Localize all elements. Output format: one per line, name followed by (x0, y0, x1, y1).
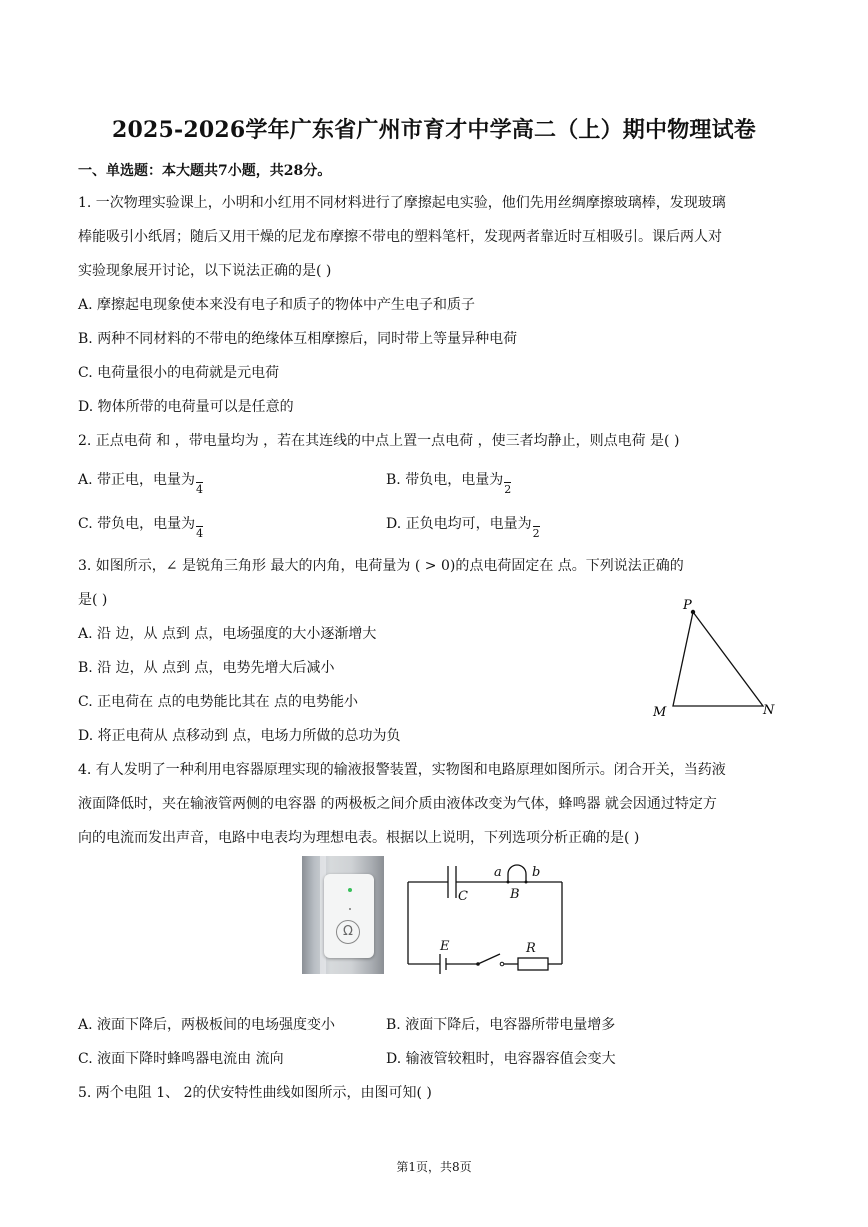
q2-option-b-fraction: 2 (504, 483, 512, 496)
switch-pivot (476, 962, 480, 966)
label-resistor-r: R (526, 941, 536, 956)
q4-option-b: B. 液面下降后，电容器所带电量增多 (386, 1017, 616, 1033)
buzzer-node-b (525, 881, 528, 884)
q1-stem-line-3: 实验现象展开讨论，以下说法正确的是( ) (78, 263, 332, 279)
label-b-node: b (532, 865, 541, 880)
q2-option-d-text: D. 正负电均可，电量为 (386, 516, 532, 532)
q2-option-a-text: A. 带正电，电量为 (78, 472, 196, 488)
alarm-device (324, 874, 374, 958)
q2-option-c-fraction: 4 (196, 527, 204, 540)
q4-stem-line-1: 4. 有人发明了一种利用电容器原理实现的输液报警装置，实物图和电路原理如图所示。闭合开关，当药液 (78, 762, 726, 778)
page-title: 2025-2026学年广东省广州市育才中学高二（上）期中物理试卷 (112, 117, 756, 143)
q1-option-b: B. 两种不同材料的不带电的绝缘体互相摩擦后，同时带上等量异种电荷 (78, 331, 518, 347)
q1-option-c: C. 电荷量很小的电荷就是元电荷 (78, 365, 280, 381)
q1-option-d: D. 物体所带的电荷量可以是任意的 (78, 399, 294, 415)
q2-option-c-text: C. 带负电，电量为 (78, 516, 196, 532)
q3-option-a: A. 沿 边，从 点到 点，电场强度的大小逐渐增大 (78, 626, 377, 642)
power-button-icon: Ω (336, 920, 360, 944)
q2-stem: 2. 正点电荷 和 ，带电量均为 ，若在其连线的中点上置一点电荷 ，使三者均静止，则点电荷 是( ) (78, 433, 680, 449)
label-battery-e: E (440, 939, 450, 954)
label-buzzer-b: B (510, 887, 520, 902)
q2-option-d-fraction: 2 (532, 527, 540, 540)
label-p: P (683, 598, 692, 613)
device-dot (349, 908, 351, 910)
q1-option-a: A. 摩擦起电现象使本来没有电子和质子的物体中产生电子和质子 (78, 297, 476, 313)
q4-option-d: D. 输液管较粗时，电容器容值会变大 (386, 1051, 616, 1067)
q3-option-c: C. 正电荷在 点的电势能比其在 点的电势能小 (78, 694, 359, 710)
q2-option-d (386, 514, 540, 539)
q4-stem-line-2: 液面降低时，夹在输液管两侧的电容器 的两极板之间介质由液体改变为气体，蜂鸣器 就会因通过特定方 (78, 796, 717, 812)
circuit-diagram (400, 856, 570, 976)
q2-option-a (78, 470, 203, 495)
q3-stem-line-2: 是( ) (78, 592, 108, 608)
infusion-alarm-photo (302, 856, 384, 974)
label-m: M (653, 705, 667, 720)
q2-option-c (78, 514, 203, 539)
label-n: N (763, 703, 775, 718)
q4-option-a: A. 液面下降后，两极板间的电场强度变小 (78, 1017, 336, 1033)
label-capacitor-c: C (458, 889, 468, 904)
section-heading: 一、单选题：本大题共7小题，共28分。 (78, 163, 332, 179)
q2-option-b-text: B. 带负电，电量为 (386, 472, 504, 488)
q3-option-d: D. 将正电荷从 点移动到 点，电场力所做的总功为负 (78, 728, 401, 744)
page-footer: 第1页，共8页 (396, 1160, 472, 1174)
triangle-pmn (673, 612, 763, 706)
led-indicator (348, 888, 352, 892)
q3-option-b: B. 沿 边，从 点到 点，电势先增大后减小 (78, 660, 335, 676)
buzzer-node-a (507, 881, 510, 884)
q4-option-c: C. 液面下降时蜂鸣器电流由 流向 (78, 1051, 284, 1067)
q2-option-b (386, 470, 511, 495)
q1-stem-line-1: 1. 一次物理实验课上，小明和小红用不同材料进行了摩擦起电实验，他们先用丝绸摩擦玻璃棒，发现玻璃 (78, 195, 726, 211)
q3-stem-line-1: 3. 如图所示，∠ 是锐角三角形 最大的内角，电荷量为 ( > 0)的点电荷固定在 点。下列说法正确的 (78, 558, 684, 574)
q2-option-a-fraction: 4 (196, 483, 204, 496)
q5-stem: 5. 两个电阻 1、 2的伏安特性曲线如图所示，由图可知( ) (78, 1085, 432, 1101)
q1-stem-line-2: 棒能吸引小纸屑；随后又用干燥的尼龙布摩擦不带电的塑料笔杆，发现两者靠近时互相吸引。课后两人对 (78, 229, 722, 245)
q4-stem-line-3: 向的电流而发出声音，电路中电表均为理想电表。根据以上说明，下列选项分析正确的是( ) (78, 830, 640, 846)
switch-contact (500, 962, 504, 966)
triangle-pmn-figure (645, 592, 785, 726)
label-a: a (494, 865, 502, 880)
